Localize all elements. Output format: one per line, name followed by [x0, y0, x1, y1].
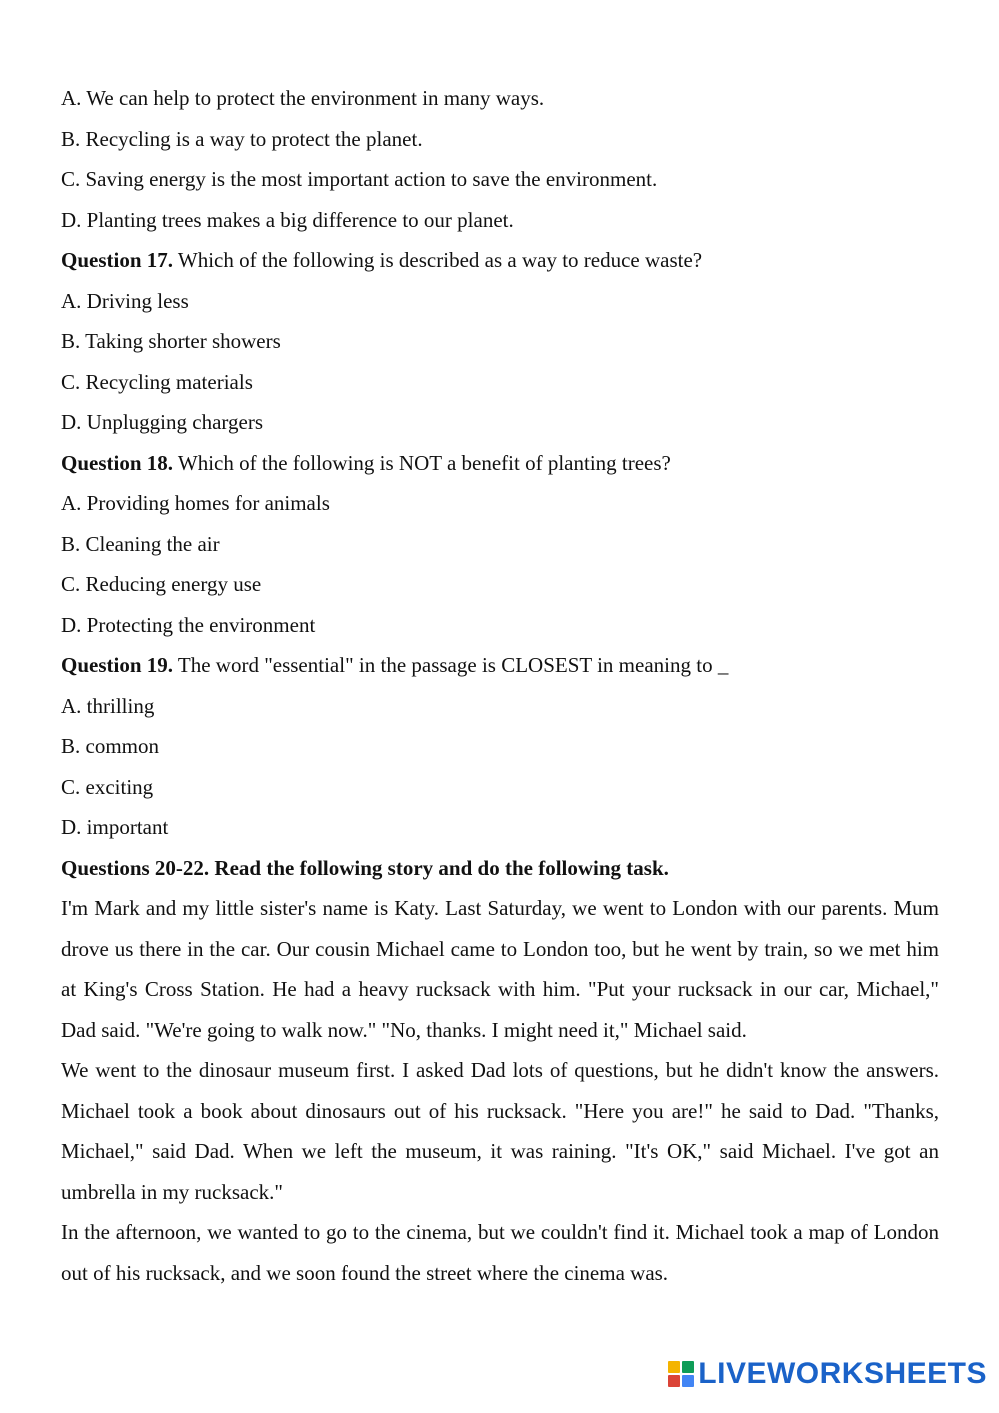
question-19-label: Question 19.	[61, 653, 174, 677]
q18-option-c: C. Reducing energy use	[61, 572, 262, 596]
logo-tile-4	[682, 1375, 694, 1387]
q16-option-d: D. Planting trees makes a big difference to our planet.	[61, 207, 514, 232]
q17-option-b: B. Taking shorter showers	[61, 329, 281, 353]
logo-tile-3	[668, 1375, 680, 1387]
liveworksheets-watermark	[668, 1359, 987, 1389]
q19-option-c: C. exciting	[61, 774, 154, 799]
q17-option-d: D. Unplugging chargers	[61, 410, 263, 434]
q18-option-d: D. Protecting the environment	[61, 612, 316, 637]
q19-option-d: D. important	[61, 815, 169, 839]
watermark-text: LIVEWORKSHEETS	[698, 1357, 987, 1390]
question-17	[61, 240, 939, 281]
question-18-label: Question 18.	[61, 450, 174, 475]
q17-option-c: C. Recycling materials	[61, 369, 253, 394]
question-18	[61, 443, 939, 484]
q16-option-a: A. We can help to protect the environment in many ways.	[61, 86, 545, 110]
question-18-text: Which of the following is NOT a benefit of planting trees?	[173, 450, 671, 475]
q19-option-b: B. common	[61, 734, 159, 758]
liveworksheets-logo-icon	[668, 1361, 694, 1387]
worksheet-page	[61, 78, 939, 1293]
question-17-text: Which of the following is described as a way to reduce waste?	[173, 248, 703, 272]
story-paragraph-1: I'm Mark and my little sister's name is Katy. Last Saturday, we went to London with our parents. Mum drove us there in the car. Our cousin Michael came to London too, but he went by train, so we met him at King's Cross Station. He had a heavy rucksack with him. "Put your rucksack in our car, Michael," Dad said. "We're going to walk now." "No, thanks. I might need it," Michael said.	[61, 896, 939, 1042]
question-17-label: Question 17.	[61, 248, 174, 272]
q18-option-a: A. Providing homes for animals	[61, 491, 330, 515]
logo-tile-2	[682, 1361, 694, 1373]
question-19	[61, 645, 939, 686]
question-19-text: The word "essential" in the passage is CLOSEST in meaning to _	[173, 653, 729, 677]
story-paragraph-2: We went to the dinosaur museum first. I asked Dad lots of questions, but he didn't know the answers. Michael took a book about dinosaurs out of his rucksack. "Here you are!" he said to Dad. "Thanks, Michael," said Dad. When we left the museum, it was raining. "It's OK," said Michael. I've got an umbrella in my rucksack."	[61, 1058, 939, 1204]
q18-option-b: B. Cleaning the air	[61, 531, 220, 556]
q16-option-b: B. Recycling is a way to protect the planet.	[61, 126, 423, 151]
q16-option-c: C. Saving energy is the most important action to save the environment.	[61, 167, 658, 191]
q19-option-a: A. thrilling	[61, 693, 155, 718]
section-title: Questions 20-22. Read the following story and do the following task.	[61, 855, 669, 880]
q17-option-a: A. Driving less	[61, 288, 189, 313]
story-paragraph-3: In the afternoon, we wanted to go to the cinema, but we couldn't find it. Michael took a map of London out of his rucksack, and we soon found the street where the cinema was.	[61, 1220, 939, 1285]
logo-tile-1	[668, 1361, 680, 1373]
